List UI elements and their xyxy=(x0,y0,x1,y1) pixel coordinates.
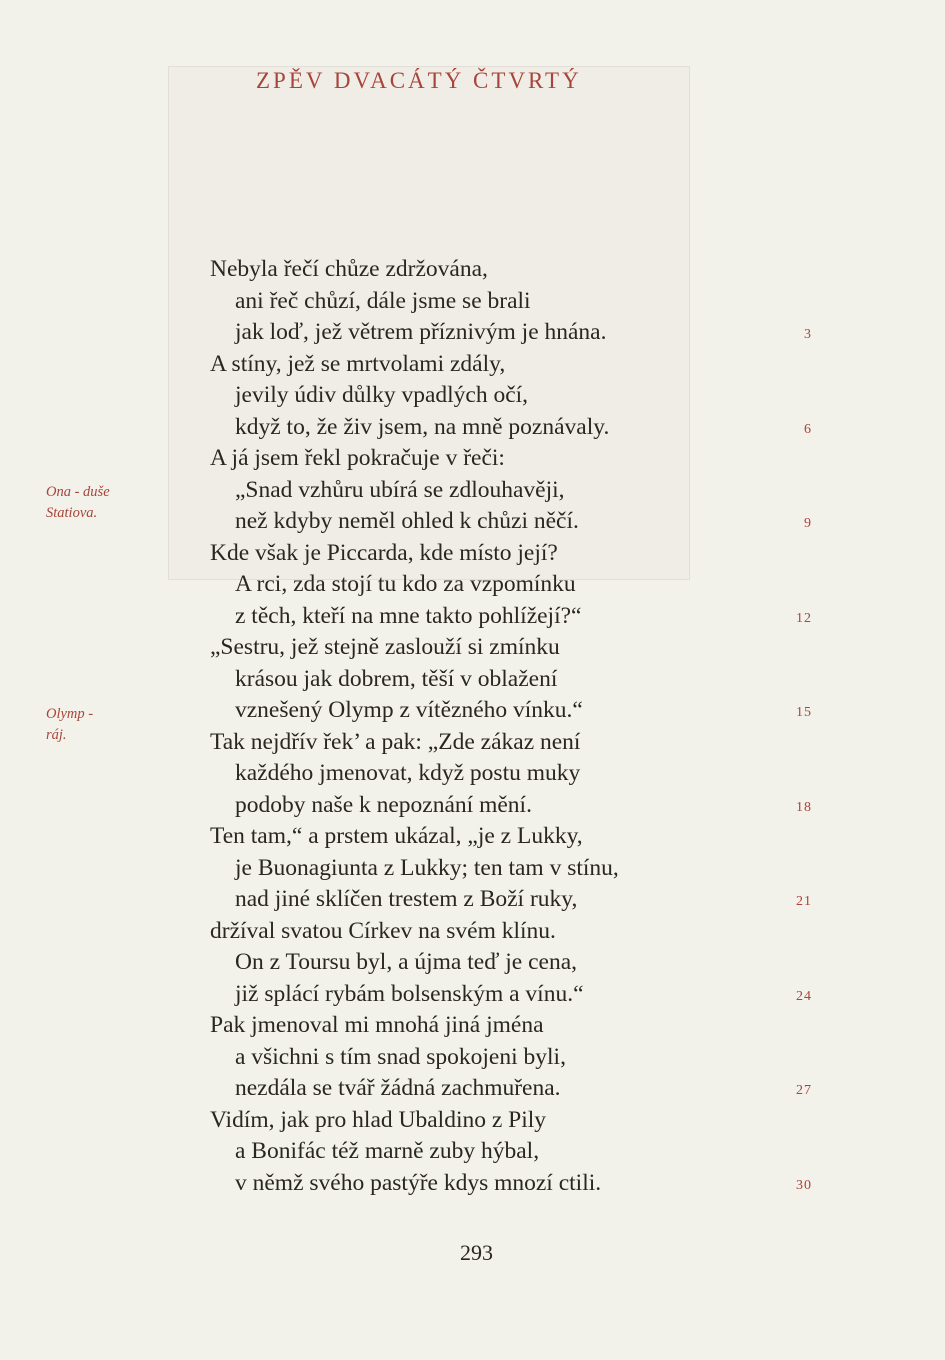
verse-line: než kdyby neměl ohled k chůzi něčí. xyxy=(235,508,579,534)
verse-line: A rci, zda stojí tu kdo za vzpomínku xyxy=(235,571,576,597)
verse-line: Nebyla řečí chůze zdržována, xyxy=(210,256,488,282)
verse-line: vznešený Olymp z vítězného vínku.“ xyxy=(235,697,583,723)
verse-line: ani řeč chůzí, dále jsme se brali xyxy=(235,287,531,314)
line-number: 18 xyxy=(796,799,812,815)
verse-line: a všichni s tím snad spokojeni byli, xyxy=(235,1043,566,1070)
line-number: 24 xyxy=(796,988,812,1004)
margin-note-olymp: Olymp - ráj. xyxy=(46,706,94,743)
margin-note-ona: Ona - duše Statiova. xyxy=(46,484,110,521)
line-number-slot xyxy=(770,538,830,633)
line-number: 15 xyxy=(796,705,812,720)
verse-line: Vidím, jak pro hlad Ubaldino z Pily xyxy=(210,1106,547,1133)
line-number-slot xyxy=(770,443,830,538)
verse-line: On z Toursu byl, a újma teď je cena, xyxy=(235,949,578,975)
line-number-slot xyxy=(770,632,830,727)
verse-line: v němž svého pastýře kdys mnozí ctili. xyxy=(235,1169,602,1196)
line-number-slot xyxy=(770,727,830,822)
verse-line: jak loď, jež větrem příznivým je hnána. xyxy=(235,319,607,345)
verse-line: již splácí rybám bolsenským a vínu.“ xyxy=(235,980,584,1007)
line-number: 27 xyxy=(796,1083,812,1098)
verse-line: jevily údiv důlky vpadlých očí, xyxy=(235,382,529,408)
line-number: 30 xyxy=(796,1177,812,1193)
verse-line: Ten tam,“ a prstem ukázal, „je z Lukky, xyxy=(210,823,583,849)
verse-block xyxy=(210,254,770,1199)
verse-line: držíval svatou Církev na svém klínu. xyxy=(210,917,556,944)
verse-line: je Buonagiunta z Lukky; ten tam v stínu, xyxy=(235,854,619,881)
line-number-slot xyxy=(770,916,830,1011)
verse-line: a Bonifác též marně zuby hýbal, xyxy=(235,1138,540,1164)
line-number-column xyxy=(770,254,830,1199)
line-number-slot xyxy=(770,1105,830,1200)
line-number: 6 xyxy=(804,421,812,437)
verse-line: Kde však je Piccarda, kde místo její? xyxy=(210,539,558,566)
verse-line: Pak jmenoval mi mnohá jiná jména xyxy=(210,1012,544,1038)
line-number-slot xyxy=(770,254,830,349)
line-number: 21 xyxy=(796,894,812,909)
verse-line: krásou jak dobrem, těší v oblažení xyxy=(235,665,558,692)
line-number: 9 xyxy=(804,516,812,531)
running-head: ZPĚV DVACÁTÝ ČTVRTÝ xyxy=(256,68,582,93)
verse-line: A stíny, jež se mrtvolami zdály, xyxy=(210,350,506,377)
verse-line: Tak nejdřív řek’ a pak: „Zde zákaz není xyxy=(210,728,581,755)
page-number: 293 xyxy=(460,1240,493,1265)
verse-line: když to, že živ jsem, na mně poznávaly. xyxy=(235,413,610,440)
verse-line: nezdála se tvář žádná zachmuřena. xyxy=(235,1075,561,1101)
line-number: 12 xyxy=(796,610,812,626)
line-number-slot xyxy=(770,349,830,444)
verse-line: nad jiné sklíčen trestem z Boží ruky, xyxy=(235,886,578,912)
verse-line: podoby naše k nepoznání mění. xyxy=(235,791,532,818)
line-number-slot xyxy=(770,1010,830,1105)
line-number-slot xyxy=(770,821,830,916)
verse-line: „Snad vzhůru ubírá se zdlouhavěji, xyxy=(235,476,565,503)
verse-line: z těch, kteří na mne takto pohlížejí?“ xyxy=(235,602,582,629)
verse-line: „Sestru, jež stejně zaslouží si zmínku xyxy=(210,634,560,660)
verse-line: každého jmenovat, když postu muky xyxy=(235,760,581,786)
line-number: 3 xyxy=(804,327,812,342)
verse-line: A já jsem řekl pokračuje v řeči: xyxy=(210,445,505,471)
